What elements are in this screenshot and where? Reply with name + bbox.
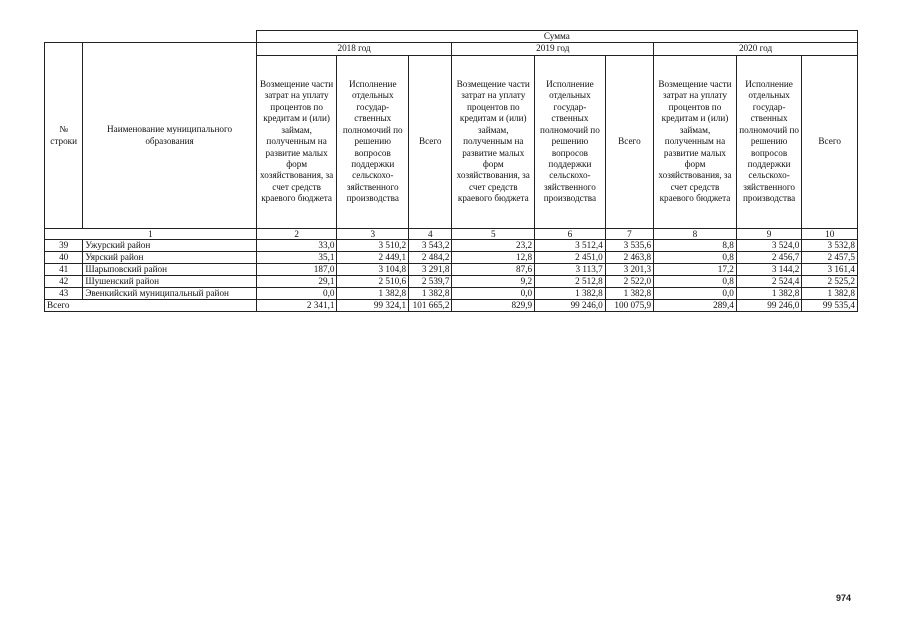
- cell-value: 3 524,0: [736, 239, 802, 251]
- column-number: 5: [452, 228, 535, 239]
- cell-value: 3 543,2: [409, 239, 452, 251]
- cell-value: 2 525,2: [802, 275, 858, 287]
- header-spacer: [45, 31, 83, 43]
- cell-value: 3 161,4: [802, 263, 858, 275]
- cell-value: 3 291,8: [409, 263, 452, 275]
- cell-value: 3 104,8: [337, 263, 409, 275]
- municipality-name: Эвенкийский муниципальный район: [83, 287, 256, 299]
- cell-value: 0,0: [256, 287, 337, 299]
- cell-value: 2 510,6: [337, 275, 409, 287]
- table-row: [45, 263, 858, 275]
- year-2019-header: 2019 год: [452, 43, 654, 55]
- row-number: 41: [45, 263, 83, 275]
- execution-header-2020: Исполнение отдельных государ-ственных полномочий по решению вопросов поддержки сельскохо-зяйственного производства: [736, 55, 802, 228]
- total-value: 829,9: [452, 299, 535, 311]
- table-row: [45, 287, 858, 299]
- cell-value: 2 457,5: [802, 251, 858, 263]
- reimbursement-header-2018: Возмещение части затрат на уплату процентов по кредитам и (или) займам, полученным на развитие малых форм хозяйствования, за счет средств краевого бюджета: [256, 55, 337, 228]
- cell-value: 9,2: [452, 275, 535, 287]
- total-value: 100 075,9: [605, 299, 653, 311]
- cell-value: 2 456,7: [736, 251, 802, 263]
- year-2018-header: 2018 год: [256, 43, 452, 55]
- total-header-2019: Всего: [605, 55, 653, 228]
- total-row: [45, 299, 858, 311]
- cell-value: 1 382,8: [736, 287, 802, 299]
- budget-table: [44, 30, 858, 312]
- cell-value: 3 535,6: [605, 239, 653, 251]
- cell-value: 2 451,0: [535, 251, 606, 263]
- municipality-name: Шушенский район: [83, 275, 256, 287]
- cell-value: 0,0: [654, 287, 737, 299]
- cell-value: 29,1: [256, 275, 337, 287]
- header-spacer: [83, 31, 256, 43]
- cell-value: 187,0: [256, 263, 337, 275]
- row-number: 43: [45, 287, 83, 299]
- table-row: [45, 251, 858, 263]
- municipality-header: Наименование муниципального образования: [83, 43, 256, 228]
- year-2020-header: 2020 год: [654, 43, 858, 55]
- total-value: 99 324,1: [337, 299, 409, 311]
- cell-value: 8,8: [654, 239, 737, 251]
- row-number: 40: [45, 251, 83, 263]
- municipality-name: Ужурский район: [83, 239, 256, 251]
- cell-value: 3 144,2: [736, 263, 802, 275]
- cell-value: 2 522,0: [605, 275, 653, 287]
- column-number: 2: [256, 228, 337, 239]
- row-number-header: № строки: [45, 43, 83, 228]
- sum-header: Сумма: [256, 31, 857, 43]
- column-number: 4: [409, 228, 452, 239]
- row-number: 39: [45, 239, 83, 251]
- cell-value: 3 510,2: [337, 239, 409, 251]
- cell-value: 1 382,8: [337, 287, 409, 299]
- cell-value: 2 449,1: [337, 251, 409, 263]
- execution-header-2018: Исполнение отдельных государ-ственных полномочий по решению вопросов поддержки сельскохо-зяйственного производства: [337, 55, 409, 228]
- total-header-2020: Всего: [802, 55, 858, 228]
- municipality-name: Уярский район: [83, 251, 256, 263]
- cell-value: 3 113,7: [535, 263, 606, 275]
- cell-value: 2 539,7: [409, 275, 452, 287]
- total-value: 289,4: [654, 299, 737, 311]
- column-number: 7: [605, 228, 653, 239]
- total-value: 99 246,0: [535, 299, 606, 311]
- cell-value: 17,2: [654, 263, 737, 275]
- column-number: 8: [654, 228, 737, 239]
- cell-value: 1 382,8: [409, 287, 452, 299]
- total-value: 99 535,4: [802, 299, 858, 311]
- cell-value: 2 512,8: [535, 275, 606, 287]
- total-label: Всего: [45, 299, 257, 311]
- total-value: 2 341,1: [256, 299, 337, 311]
- cell-value: 1 382,8: [605, 287, 653, 299]
- cell-value: 3 201,3: [605, 263, 653, 275]
- reimbursement-header-2020: Возмещение части затрат на уплату процентов по кредитам и (или) займам, полученным на развитие малых форм хозяйствования, за счет средств краевого бюджета: [654, 55, 737, 228]
- total-value: 101 665,2: [409, 299, 452, 311]
- total-header-2018: Всего: [409, 55, 452, 228]
- cell-value: 23,2: [452, 239, 535, 251]
- cell-value: 2 463,8: [605, 251, 653, 263]
- cell-value: 33,0: [256, 239, 337, 251]
- column-number: 9: [736, 228, 802, 239]
- cell-value: 3 512,4: [535, 239, 606, 251]
- total-value: 99 246,0: [736, 299, 802, 311]
- cell-value: 1 382,8: [535, 287, 606, 299]
- cell-value: 3 532,8: [802, 239, 858, 251]
- reimbursement-header-2019: Возмещение части затрат на уплату процентов по кредитам и (или) займам, полученным на развитие малых форм хозяйствования, за счет средств краевого бюджета: [452, 55, 535, 228]
- execution-header-2019: Исполнение отдельных государ-ственных полномочий по решению вопросов поддержки сельскохо-зяйственного производства: [535, 55, 606, 228]
- row-number: 42: [45, 275, 83, 287]
- table-row: [45, 239, 858, 251]
- cell-value: 2 524,4: [736, 275, 802, 287]
- cell-value: 0,8: [654, 275, 737, 287]
- column-number: 10: [802, 228, 858, 239]
- cell-value: 87,6: [452, 263, 535, 275]
- cell-value: 35,1: [256, 251, 337, 263]
- column-number: 1: [45, 228, 257, 239]
- cell-value: 1 382,8: [802, 287, 858, 299]
- column-number: 6: [535, 228, 606, 239]
- table-row: [45, 275, 858, 287]
- cell-value: 0,8: [654, 251, 737, 263]
- cell-value: 0,0: [452, 287, 535, 299]
- column-number: 3: [337, 228, 409, 239]
- municipality-name: Шарыповский район: [83, 263, 256, 275]
- page-number: 974: [836, 593, 852, 603]
- cell-value: 12,8: [452, 251, 535, 263]
- cell-value: 2 484,2: [409, 251, 452, 263]
